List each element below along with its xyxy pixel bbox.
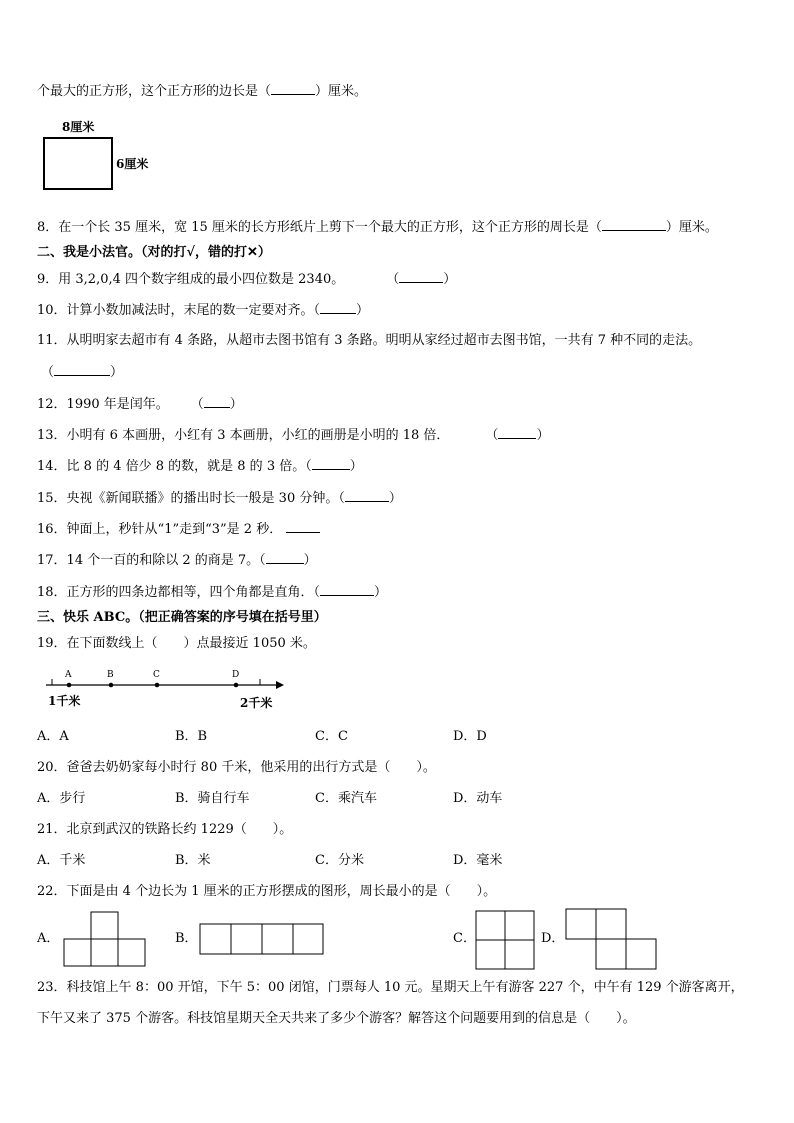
q15-close-paren: ） (388, 491, 402, 506)
q18-text: 18．正方形的四条边都相等，四个角都是直角．（ (37, 585, 321, 600)
section2-heading: 二、我是小法官。（对的打√，错的打✕） (37, 245, 271, 260)
q10-close-paren: ） (356, 303, 370, 318)
q17-close-paren: ） (303, 553, 317, 568)
q7-rect-top-label: 8厘米 (62, 120, 95, 134)
q10-line (37, 301, 369, 320)
q18-close-paren: ） (374, 585, 388, 600)
q19-label-a: A (65, 670, 72, 680)
q12-line (37, 395, 243, 414)
q10-text: 10．计算小数加减法时，末尾的数一定要对齐。（ (37, 303, 321, 318)
q9-line (37, 270, 456, 289)
q7-rectangle-figure (43, 137, 113, 190)
q22-option-d[interactable]: D． (541, 931, 565, 946)
q11-open-paren: （ (41, 365, 55, 380)
q21-option-b[interactable]: B．米 (175, 853, 211, 868)
q20-option-b[interactable]: B．骑自行车 (175, 791, 250, 806)
q8-text-after: ）厘米。 (665, 220, 718, 235)
q15-answer-blank[interactable] (345, 489, 389, 502)
q17-text: 17．14 个一百的和除以 2 的商是 7。（ (37, 553, 266, 568)
q22-shape-a (63, 911, 147, 968)
q12-text: 12．1990 年是闰年。 (37, 397, 169, 412)
q13-answer-blank[interactable] (498, 426, 536, 439)
q14-close-paren: ） (349, 459, 363, 474)
q23-line1: 23．科技馆上午 8：00 开馆，下午 5：00 闭馆，门票每人 10 元。星期天上午有游客 227 个，中午有 129 个游客离开， (37, 980, 744, 995)
q14-text: 14．比 8 的 4 倍少 8 的数，就是 8 的 3 倍。（ (37, 459, 312, 474)
q22-option-c[interactable]: C． (453, 931, 476, 946)
q9-open-paren: （ (386, 272, 400, 287)
q21-option-d[interactable]: D．毫米 (453, 853, 503, 868)
q7-answer-blank[interactable] (271, 82, 315, 95)
q10-answer-blank[interactable] (320, 301, 356, 314)
q16-line (37, 520, 320, 539)
q19-point-d (234, 683, 239, 688)
q19-left-label: 1千米 (48, 694, 81, 708)
q22-option-b[interactable]: B． (175, 931, 198, 946)
q19-label-c: C (153, 670, 160, 680)
q19-line: 19．在下面数线上（ ）点最接近 1050 米。 (37, 636, 316, 651)
q23-line2: 下午又来了 375 个游客。科技馆星期天全天共来了多少个游客？解答这个问题要用到的信息是（ ）。 (37, 1011, 636, 1026)
q19-option-d[interactable]: D．D (453, 729, 487, 744)
q8-answer-blank[interactable] (602, 218, 666, 231)
q21-line: 21．北京到武汉的铁路长约 1229（ ）。 (37, 822, 293, 837)
q12-close-paren: ） (229, 397, 243, 412)
q19-option-a[interactable]: A．A (37, 729, 69, 744)
q15-text: 15．央视《新闻联播》的播出时长一般是 30 分钟。（ (37, 491, 345, 506)
q19-label-b: B (107, 670, 114, 680)
q20-option-c[interactable]: C．乘汽车 (315, 791, 377, 806)
q7-line (37, 82, 367, 101)
q20-option-d[interactable]: D．动车 (453, 791, 503, 806)
q11-close-paren: ） (110, 365, 124, 380)
q16-text: 16．钟面上，秒针从“1”走到“3”是 2 秒． (37, 522, 283, 537)
q14-line (37, 457, 363, 476)
q22-shape-d (565, 908, 657, 970)
q11-line: 11．从明明家去超市有 4 条路，从超市去图书馆有 3 条路。明明从家经过超市去图书馆，一共有 7 种不同的走法。 (37, 333, 702, 348)
q9-close-paren: ） (443, 272, 457, 287)
section3-heading: 三、快乐 ABC。（把正确答案的序号填在括号里） (37, 610, 327, 625)
q19-option-c[interactable]: C．C (315, 729, 348, 744)
q13-text: 13．小明有 6 本画册，小红有 3 本画册，小红的画册是小明的 18 倍． (37, 428, 450, 443)
q19-point-c (155, 683, 160, 688)
q17-line (37, 551, 317, 570)
q19-label-d: D (232, 670, 240, 680)
q13-open-paren: （ (485, 428, 499, 443)
q11-answer-line (41, 363, 123, 382)
q7-rect-side-label: 6厘米 (116, 157, 149, 171)
q9-text: 9．用 3,2,0,4 四个数字组成的最小四位数是 2340。 (37, 272, 345, 287)
q8-line (37, 218, 718, 237)
q17-answer-blank[interactable] (266, 551, 304, 564)
q11-answer-blank[interactable] (54, 363, 110, 376)
q13-line (37, 426, 549, 445)
q21-option-a[interactable]: A．千米 (37, 853, 86, 868)
q22-line: 22．下面是由 4 个边长为 1 厘米的正方形摆成的图形，周长最小的是（ ）。 (37, 884, 497, 899)
q22-shape-b (199, 923, 325, 955)
q7-text-after: ）厘米。 (315, 84, 368, 99)
q14-answer-blank[interactable] (312, 457, 350, 470)
q21-option-c[interactable]: C．分米 (315, 853, 364, 868)
q9-answer-blank[interactable] (399, 270, 443, 283)
q19-right-label: 2千米 (240, 696, 273, 710)
q19-option-b[interactable]: B．B (175, 729, 208, 744)
q22-option-a[interactable]: A． (37, 931, 60, 946)
q13-close-paren: ） (536, 428, 550, 443)
q19-point-b (109, 683, 114, 688)
q8-text-before: 8．在一个长 35 厘米，宽 15 厘米的长方形纸片上剪下一个最大的正方形，这个正方形的周长是（ (37, 220, 602, 235)
q20-line: 20．爸爸去奶奶家每小时行 80 千米，他采用的出行方式是（ ）。 (37, 760, 436, 775)
q16-answer-blank[interactable] (286, 520, 320, 533)
q22-shape-c (475, 910, 535, 970)
q7-text-before: 个最大的正方形，这个正方形的边长是（ (37, 84, 272, 99)
q18-answer-blank[interactable] (320, 583, 374, 596)
q12-answer-blank[interactable] (204, 395, 230, 408)
q20-option-a[interactable]: A．步行 (37, 791, 86, 806)
q19-point-a (67, 683, 72, 688)
q18-line (37, 583, 387, 602)
q15-line (37, 489, 402, 508)
q12-open-paren: （ (190, 397, 204, 412)
